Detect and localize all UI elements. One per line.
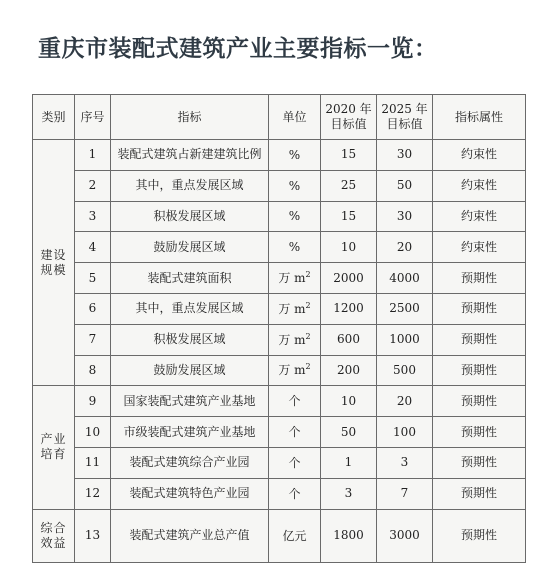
unit-text: 个 bbox=[288, 455, 301, 470]
target-2020-cell: 50 bbox=[321, 417, 377, 448]
unit-superscript: 2 bbox=[305, 362, 311, 372]
header-2020-target bbox=[321, 95, 377, 140]
table-row bbox=[33, 509, 526, 562]
header-attribute: 指标属性 bbox=[433, 95, 526, 140]
indicator-cell: 积极发展区域 bbox=[111, 201, 269, 232]
target-2020-cell: 1 bbox=[321, 447, 377, 478]
seq-cell: 10 bbox=[75, 417, 111, 448]
attribute-cell: 预期性 bbox=[433, 263, 526, 294]
target-2025-cell: 30 bbox=[377, 201, 433, 232]
indicator-cell: 装配式建筑综合产业园 bbox=[111, 447, 269, 478]
category-label-line2: 培育 bbox=[40, 447, 67, 462]
attribute-cell: 约束性 bbox=[433, 170, 526, 201]
table-row bbox=[33, 201, 526, 232]
target-2025-cell: 2500 bbox=[377, 293, 433, 324]
indicator-cell: 其中，重点发展区域 bbox=[111, 170, 269, 201]
header-2020-line2: 目标值 bbox=[330, 117, 367, 131]
category-label-line2: 效益 bbox=[40, 535, 67, 550]
unit-text: % bbox=[288, 178, 301, 193]
target-2025-cell: 50 bbox=[377, 170, 433, 201]
indicator-cell: 装配式建筑特色产业园 bbox=[111, 478, 269, 509]
table-row bbox=[33, 170, 526, 201]
target-2020-cell: 200 bbox=[321, 355, 377, 386]
target-2020-cell: 1200 bbox=[321, 293, 377, 324]
category-label-line1: 综合 bbox=[40, 520, 67, 535]
target-2025-cell: 20 bbox=[377, 232, 433, 263]
seq-cell: 3 bbox=[75, 201, 111, 232]
header-2025-target bbox=[377, 95, 433, 140]
attribute-cell: 预期性 bbox=[433, 386, 526, 417]
attribute-cell: 预期性 bbox=[433, 447, 526, 478]
seq-cell: 12 bbox=[75, 478, 111, 509]
unit-text: 万 m bbox=[278, 301, 306, 316]
category-cell bbox=[33, 386, 75, 509]
indicator-cell: 其中，重点发展区域 bbox=[111, 293, 269, 324]
table-row bbox=[33, 478, 526, 509]
target-2025-cell: 20 bbox=[377, 386, 433, 417]
unit-cell bbox=[269, 293, 321, 324]
target-2020-cell: 600 bbox=[321, 324, 377, 355]
category-label-line2: 规模 bbox=[40, 262, 67, 277]
unit-cell bbox=[269, 170, 321, 201]
target-2025-cell: 7 bbox=[377, 478, 433, 509]
unit-cell bbox=[269, 324, 321, 355]
seq-cell: 11 bbox=[75, 447, 111, 478]
target-2025-cell: 3000 bbox=[377, 509, 433, 562]
indicator-cell: 装配式建筑产业总产值 bbox=[111, 509, 269, 562]
seq-cell: 1 bbox=[75, 140, 111, 171]
category-label-line1: 建设 bbox=[40, 247, 67, 262]
indicator-cell: 积极发展区域 bbox=[111, 324, 269, 355]
category-cell bbox=[33, 140, 75, 386]
indicator-table bbox=[32, 94, 526, 563]
unit-cell bbox=[269, 447, 321, 478]
seq-cell: 8 bbox=[75, 355, 111, 386]
table-header-row bbox=[33, 95, 526, 140]
unit-text: % bbox=[288, 209, 301, 224]
header-unit: 单位 bbox=[269, 95, 321, 140]
unit-text: 个 bbox=[288, 394, 301, 409]
unit-cell bbox=[269, 232, 321, 263]
attribute-cell: 预期性 bbox=[433, 355, 526, 386]
target-2020-cell: 15 bbox=[321, 201, 377, 232]
table-row bbox=[33, 232, 526, 263]
seq-cell: 6 bbox=[75, 293, 111, 324]
unit-text: 个 bbox=[288, 425, 301, 440]
seq-cell: 2 bbox=[75, 170, 111, 201]
indicator-cell: 鼓励发展区域 bbox=[111, 355, 269, 386]
header-2025-line1: 2025 年 bbox=[381, 102, 428, 116]
target-2020-cell: 3 bbox=[321, 478, 377, 509]
table-row bbox=[33, 417, 526, 448]
attribute-cell: 预期性 bbox=[433, 293, 526, 324]
attribute-cell: 约束性 bbox=[433, 140, 526, 171]
category-label-line1: 产业 bbox=[40, 432, 67, 447]
target-2025-cell: 1000 bbox=[377, 324, 433, 355]
attribute-cell: 预期性 bbox=[433, 417, 526, 448]
target-2025-cell: 100 bbox=[377, 417, 433, 448]
table-body bbox=[33, 140, 526, 563]
seq-cell: 9 bbox=[75, 386, 111, 417]
target-2020-cell: 15 bbox=[321, 140, 377, 171]
target-2020-cell: 25 bbox=[321, 170, 377, 201]
table-row bbox=[33, 324, 526, 355]
unit-cell bbox=[269, 386, 321, 417]
attribute-cell: 约束性 bbox=[433, 232, 526, 263]
indicator-table-container bbox=[32, 94, 525, 563]
target-2020-cell: 10 bbox=[321, 232, 377, 263]
category-cell bbox=[33, 509, 75, 562]
target-2020-cell: 2000 bbox=[321, 263, 377, 294]
attribute-cell: 预期性 bbox=[433, 324, 526, 355]
unit-cell bbox=[269, 355, 321, 386]
target-2025-cell: 30 bbox=[377, 140, 433, 171]
table-row bbox=[33, 263, 526, 294]
header-category: 类别 bbox=[33, 95, 75, 140]
unit-cell bbox=[269, 263, 321, 294]
header-seq: 序号 bbox=[75, 95, 111, 140]
attribute-cell: 约束性 bbox=[433, 201, 526, 232]
unit-text: 个 bbox=[288, 486, 301, 501]
unit-text: 万 m bbox=[278, 332, 306, 347]
unit-cell bbox=[269, 201, 321, 232]
table-row bbox=[33, 447, 526, 478]
unit-text: % bbox=[288, 240, 301, 255]
indicator-cell: 鼓励发展区域 bbox=[111, 232, 269, 263]
unit-superscript: 2 bbox=[305, 300, 311, 310]
seq-cell: 7 bbox=[75, 324, 111, 355]
unit-cell bbox=[269, 509, 321, 562]
header-2020-line1: 2020 年 bbox=[325, 102, 372, 116]
seq-cell: 4 bbox=[75, 232, 111, 263]
header-2025-line2: 目标值 bbox=[386, 117, 423, 131]
target-2020-cell: 1800 bbox=[321, 509, 377, 562]
indicator-cell: 市级装配式建筑产业基地 bbox=[111, 417, 269, 448]
seq-cell: 13 bbox=[75, 509, 111, 562]
indicator-cell: 装配式建筑面积 bbox=[111, 263, 269, 294]
attribute-cell: 预期性 bbox=[433, 509, 526, 562]
target-2025-cell: 3 bbox=[377, 447, 433, 478]
unit-superscript: 2 bbox=[305, 270, 311, 280]
unit-superscript: 2 bbox=[305, 331, 311, 341]
unit-text: 万 m bbox=[278, 363, 306, 378]
unit-text: 亿元 bbox=[282, 528, 307, 543]
target-2020-cell: 10 bbox=[321, 386, 377, 417]
header-indicator: 指标 bbox=[111, 95, 269, 140]
unit-text: 万 m bbox=[278, 271, 306, 286]
target-2025-cell: 500 bbox=[377, 355, 433, 386]
target-2025-cell: 4000 bbox=[377, 263, 433, 294]
unit-cell bbox=[269, 140, 321, 171]
unit-text: % bbox=[288, 147, 301, 162]
table-row bbox=[33, 386, 526, 417]
attribute-cell: 预期性 bbox=[433, 478, 526, 509]
indicator-cell: 国家装配式建筑产业基地 bbox=[111, 386, 269, 417]
unit-cell bbox=[269, 478, 321, 509]
table-row bbox=[33, 140, 526, 171]
unit-cell bbox=[269, 417, 321, 448]
seq-cell: 5 bbox=[75, 263, 111, 294]
indicator-cell: 装配式建筑占新建建筑比例 bbox=[111, 140, 269, 171]
table-row bbox=[33, 293, 526, 324]
page-title: 重庆市装配式建筑产业主要指标一览： bbox=[38, 36, 438, 62]
table-row bbox=[33, 355, 526, 386]
